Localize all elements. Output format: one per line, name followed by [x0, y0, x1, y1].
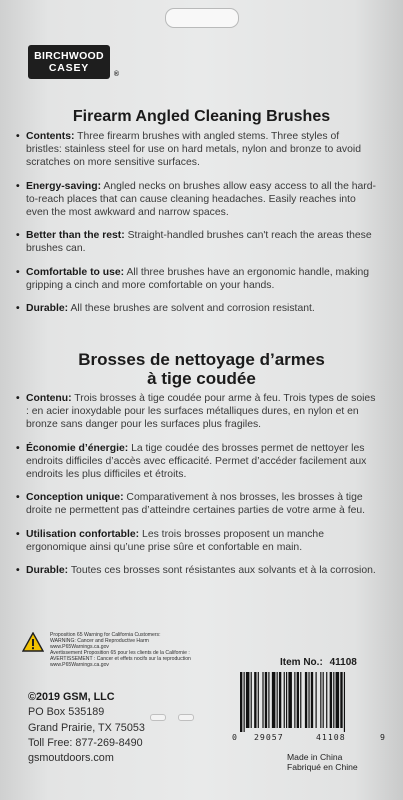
list-item [16, 392, 376, 432]
item-label: Comfortable to use: [26, 266, 125, 278]
barcode-bars [228, 672, 392, 732]
item-label: Energy-saving: [26, 180, 102, 192]
barcode-bar [323, 672, 324, 728]
list-item [16, 442, 376, 482]
barcode-bar [300, 672, 301, 728]
item-number-value: 41108 [329, 657, 357, 668]
barcode-digit-0: 0 [232, 732, 237, 742]
list-item [16, 491, 376, 517]
barcode-bar [272, 672, 276, 728]
toll-free: Toll Free: 877-269-8490 [28, 736, 143, 749]
list-item [16, 229, 376, 255]
made-in-fr: Fabriqué en Chine [287, 762, 358, 772]
peg-slot [178, 714, 194, 721]
barcode-bar [344, 672, 345, 732]
item-text: Angled necks on brushes allow easy access to all the hard-to-reach places that can cause cleaning headaches. Easily reaches into even the most awkward and narrow spaces. [26, 180, 377, 219]
barcode-bar [311, 672, 313, 728]
item-text: All three brushes have an ergonomic handle, making gripping a cinch and more comfortable on your hands. [26, 266, 370, 291]
list-item [16, 564, 376, 577]
country-of-origin [287, 752, 358, 772]
barcode-bar [316, 672, 317, 728]
warning-triangle-icon [22, 632, 44, 652]
barcode-bar [265, 672, 267, 728]
item-text: La tige coudée des brosses permet de nettoyer les endroits difficiles d’accès avec efficacité. Permet d’accéder facilement aux endroits les plus difficiles et étroits. [26, 442, 367, 481]
barcode-bar [336, 672, 340, 728]
barcode-bar [305, 672, 307, 728]
company-info [28, 690, 145, 766]
barcode-bar [294, 672, 295, 728]
warning-line: Proposition 65 Warning for California Customers: [50, 632, 161, 638]
made-in-en: Made in China [287, 752, 343, 762]
item-label: Économie d’énergie: [26, 442, 129, 454]
list-item [16, 528, 376, 554]
barcode-bar [279, 672, 281, 728]
item-text: Trois brosses à tige coudée pour arme à feu. Trois types de soies : en acier inoxydable pour les surfaces métalliques dures, en nylon et en bronze sans danger pour les surfaces plus fragiles. [26, 393, 376, 431]
item-label: Durable: [26, 565, 69, 577]
barcode-bar [246, 672, 250, 728]
list-item [16, 302, 376, 315]
barcode-bar [254, 672, 256, 728]
barcode-bar [262, 672, 263, 728]
item-text: All these brushes are solvent and corrosion resistant. [68, 303, 315, 315]
french-title-line1: Brosses de nettoyage d’armes [78, 350, 325, 369]
warning-text [50, 632, 255, 669]
item-label: Durable: [26, 303, 69, 315]
item-text: Toutes ces brosses sont résistantes aux solvants et à la corrosion. [68, 565, 376, 577]
english-title: Firearm Angled Cleaning Brushes [72, 108, 331, 125]
item-text: Comparativement à nos brosses, les brosses à tige droite ne permettent pas d’atteindre certaines parties de votre arme à feu. [26, 492, 366, 517]
brand-logo [28, 45, 119, 79]
copyright: ©2019 GSM, LLC [28, 691, 115, 703]
item-label: Contents: [26, 131, 75, 142]
barcode-bar [330, 672, 332, 728]
barcode-bar [286, 672, 287, 728]
prop65-warning [20, 630, 260, 672]
item-label: Utilisation confortable: [26, 528, 140, 540]
brand-name-line1: BIRCHWOOD [34, 50, 104, 62]
brand-name-line2: CASEY [48, 62, 90, 74]
barcode-bar [320, 672, 321, 728]
french-title [0, 350, 403, 388]
warning-line: Avertissement Proposition 65 pour les clients de la Californie : [50, 650, 190, 657]
website: gsmoutdoors.com [28, 752, 114, 765]
barcode-group-2: 41108 [316, 732, 346, 742]
peg-slot [150, 714, 166, 721]
list-item [16, 130, 376, 170]
warning-link: www.P65Warnings.ca.gov [50, 644, 109, 651]
item-text: Les trois brosses proposent un manche ergonomique ainsi qu’une prise sûre et confortable en main. [26, 528, 324, 553]
list-item [16, 266, 376, 292]
item-text: Straight-handled brushes can't reach the areas these brushes can. [26, 230, 372, 255]
hang-hole [165, 8, 239, 28]
warning-link: www.P65Warnings.ca.gov [50, 662, 109, 669]
french-title-line2: à tige coudée [147, 369, 256, 388]
barcode-bar [251, 672, 252, 728]
french-feature-list [16, 392, 376, 587]
barcode-digit-9: 9 [380, 732, 385, 742]
barcode-group-1: 29057 [254, 732, 284, 742]
registered-mark: ® [113, 71, 119, 78]
barcode-bar [340, 672, 342, 728]
barcode-bar [277, 672, 278, 728]
item-label: Contenu: [26, 393, 72, 404]
list-item [16, 180, 376, 220]
barcode-bar [240, 672, 242, 732]
barcode-bar [297, 672, 299, 728]
barcode-bar [333, 672, 334, 728]
barcode-bar [244, 672, 245, 732]
barcode-bar [258, 672, 259, 728]
barcode-bar [308, 672, 309, 728]
barcode-digits [228, 732, 392, 742]
item-text: Three firearm brushes with angled stems. Three styles of bristles: stainless steel for use on hard metals, nylon and bronze to avoid scratches on more sensitive surfaces. [26, 131, 361, 169]
city: Grand Prairie, TX 75053 [28, 721, 145, 734]
barcode-bar [288, 672, 292, 728]
warning-line: AVERTISSEMENT : Cancer et effets nocifs sur la reproduction [50, 656, 191, 663]
item-label: Conception unique: [26, 492, 124, 504]
item-number-label: Item No.: [280, 657, 323, 668]
english-feature-list [16, 130, 376, 325]
item-label: Better than the rest: [26, 230, 125, 242]
item-number [280, 657, 357, 668]
barcode-bar [268, 672, 269, 728]
barcode-bar [284, 672, 285, 728]
upc-barcode [228, 672, 392, 752]
barcode-bar [326, 672, 327, 728]
warning-line: WARNING: Cancer and Reproductive Harm [50, 638, 149, 645]
po-box: PO Box 535189 [28, 706, 105, 719]
